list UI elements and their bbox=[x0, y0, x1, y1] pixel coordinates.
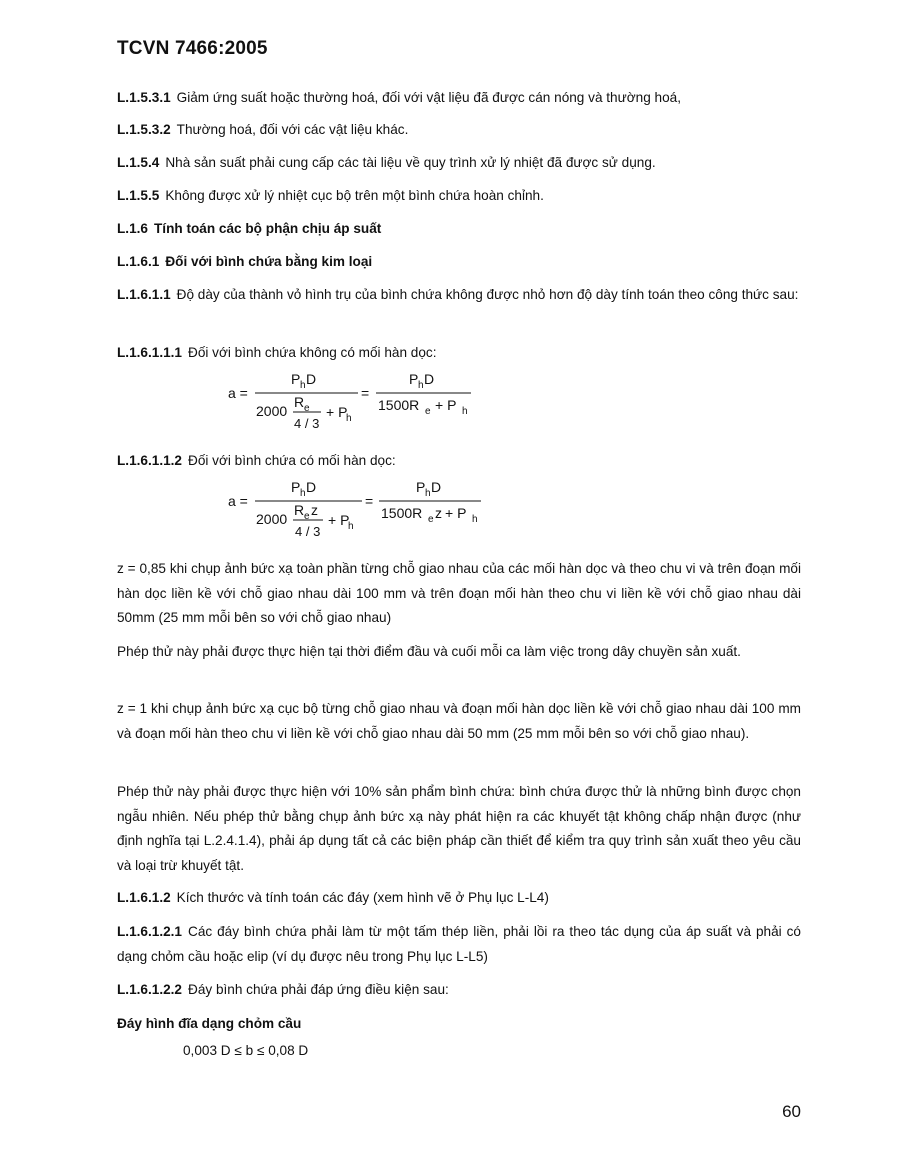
clause-number: L.1.6.1.1.2 bbox=[117, 453, 182, 468]
svg-text:P: P bbox=[416, 479, 426, 495]
clause-text: Giảm ứng suất hoặc thường hoá, đối với vật liệu đã được cán nóng và thường hoá, bbox=[176, 90, 681, 105]
svg-text:4 / 3: 4 / 3 bbox=[294, 416, 320, 431]
clause-number: L.1.5.5 bbox=[117, 188, 160, 203]
svg-text:a =: a = bbox=[228, 493, 248, 509]
svg-text:z: z bbox=[311, 502, 318, 518]
paragraph-l-1-5-4 bbox=[117, 151, 801, 176]
svg-text:+ P: + P bbox=[435, 397, 457, 413]
svg-text:h: h bbox=[300, 380, 306, 391]
heading-spherical-dish-head bbox=[117, 1012, 801, 1037]
svg-text:e: e bbox=[304, 403, 310, 414]
formula-with-longitudinal-weld bbox=[225, 472, 505, 544]
heading-l-1-6 bbox=[117, 217, 801, 242]
heading-l-1-6-1 bbox=[117, 250, 801, 275]
standard-title: TCVN 7466:2005 bbox=[117, 38, 268, 59]
clause-text: Đối với bình chứa không có mối hàn dọc: bbox=[188, 345, 437, 360]
clause-text: Đối với bình chứa bằng kim loại bbox=[165, 254, 373, 269]
clause-text: Độ dày của thành vỏ hình trụ của bình chứa không được nhỏ hơn độ dày tính toán theo công thức sau: bbox=[176, 287, 799, 302]
svg-text:D: D bbox=[431, 479, 442, 495]
paragraph-l-1-6-1-1-2 bbox=[117, 449, 801, 474]
svg-text:R: R bbox=[294, 502, 305, 518]
clause-number: L.1.6.1.2.2 bbox=[117, 982, 182, 997]
clause-text: Kích thước và tính toán các đáy (xem hình vẽ ở Phụ lục L-L4) bbox=[176, 890, 549, 905]
svg-text:z: z bbox=[435, 505, 442, 521]
paragraph-test-shift bbox=[117, 640, 801, 665]
clause-number: L.1.6.1 bbox=[117, 254, 160, 269]
paragraph-z-0-85 bbox=[117, 557, 801, 631]
clause-text: Thường hoá, đối với các vật liệu khác. bbox=[176, 122, 409, 137]
body-text: Phép thử này phải được thực hiện với 10% sản phẩm bình chứa: bình chứa được thử là những bình được chọn ngẫu nhiên. Nếu phép thử bằng chụp ảnh bức xạ này phát hiện ra các khuyết tật không chấp nhận được (như định nghĩa tại L.2.4.1.4), phải áp dụng tất cả các biện pháp cần thiết để kiểm tra quy trình sản xuất theo yêu cầu và loại trừ khuyết tật. bbox=[117, 784, 801, 873]
svg-text:+ P: + P bbox=[445, 505, 467, 521]
page-number: 60 bbox=[782, 1102, 801, 1121]
svg-text:h: h bbox=[300, 488, 306, 499]
svg-text:e: e bbox=[428, 514, 434, 525]
svg-text:1500R: 1500R bbox=[378, 397, 420, 413]
svg-text:2000: 2000 bbox=[256, 403, 288, 419]
clause-text: Đối với bình chứa có mối hàn dọc: bbox=[188, 453, 396, 468]
clause-text: Không được xử lý nhiệt cục bộ trên một bình chứa hoàn chỉnh. bbox=[165, 188, 544, 203]
svg-text:=: = bbox=[361, 385, 370, 401]
svg-text:D: D bbox=[424, 371, 435, 387]
paragraph-l-1-6-1-1 bbox=[117, 283, 801, 308]
svg-text:h: h bbox=[462, 406, 468, 417]
paragraph-l-1-6-1-2 bbox=[117, 886, 801, 911]
paragraph-l-1-5-3-1 bbox=[117, 86, 801, 111]
svg-text:D: D bbox=[306, 371, 317, 387]
clause-number: L.1.5.4 bbox=[117, 155, 160, 170]
heading-text: Đáy hình đĩa dạng chỏm cầu bbox=[117, 1016, 302, 1031]
paragraph-l-1-5-5 bbox=[117, 184, 801, 209]
body-text: z = 0,85 khi chụp ảnh bức xạ toàn phần từng chỗ giao nhau của các mối hàn dọc và theo chu vi và trên đoạn mối hàn dọc liền kề với chỗ giao nhau dài 100 mm và trên đoạn mối hàn theo chu vi liền kề với chỗ giao nhau dài 50mm (25 mm mỗi bên so với chỗ giao nhau) bbox=[117, 561, 801, 625]
clause-number: L.1.5.3.2 bbox=[117, 122, 171, 137]
svg-text:1500R: 1500R bbox=[381, 505, 423, 521]
svg-text:2000: 2000 bbox=[256, 511, 288, 527]
clause-number: L.1.6.1.2 bbox=[117, 890, 171, 905]
svg-text:h: h bbox=[418, 380, 424, 391]
body-text: Phép thử này phải được thực hiện tại thời điểm đầu và cuối mỗi ca làm việc trong dây chuyền sản xuất. bbox=[117, 644, 741, 659]
clause-number: L.1.5.3.1 bbox=[117, 90, 171, 105]
svg-text:D: D bbox=[306, 479, 317, 495]
paragraph-l-1-6-1-2-1 bbox=[117, 920, 801, 969]
body-text: z = 1 khi chụp ảnh bức xạ cục bộ từng chỗ giao nhau và đoạn mối hàn dọc liền kề với chỗ giao nhau dài 100 mm và đoạn mối hàn theo chu vi liền kề với chỗ giao nhau dài 50 mm (25 mm mỗi bên so với chỗ giao nhau). bbox=[117, 701, 801, 741]
svg-text:4 / 3: 4 / 3 bbox=[295, 524, 321, 539]
clause-text: Tính toán các bộ phận chịu áp suất bbox=[153, 221, 382, 236]
clause-number: L.1.6.1.1.1 bbox=[117, 345, 182, 360]
clause-text: Nhà sản suất phải cung cấp các tài liệu về quy trình xử lý nhiệt đã được sử dụng. bbox=[165, 155, 656, 170]
svg-text:h: h bbox=[425, 488, 431, 499]
clause-number: L.1.6 bbox=[117, 221, 148, 236]
svg-text:P: P bbox=[291, 479, 301, 495]
svg-text:=: = bbox=[365, 493, 374, 509]
svg-text:e: e bbox=[304, 511, 310, 522]
paragraph-l-1-5-3-2 bbox=[117, 118, 801, 143]
svg-text:h: h bbox=[348, 521, 354, 532]
inequality-condition: 0,003 D ≤ b ≤ 0,08 D bbox=[183, 1043, 309, 1058]
svg-text:R: R bbox=[294, 394, 305, 410]
paragraph-l-1-6-1-2-2 bbox=[117, 978, 801, 1003]
paragraph-z-1 bbox=[117, 697, 801, 746]
formula-no-longitudinal-weld bbox=[225, 364, 495, 436]
svg-text:+ P: + P bbox=[326, 404, 348, 420]
paragraph-test-10-percent bbox=[117, 780, 801, 878]
paragraph-l-1-6-1-1-1 bbox=[117, 341, 801, 366]
clause-text: Đáy bình chứa phải đáp ứng điều kiện sau: bbox=[188, 982, 449, 997]
svg-text:e: e bbox=[425, 406, 431, 417]
svg-text:P: P bbox=[409, 371, 419, 387]
clause-number: L.1.6.1.1 bbox=[117, 287, 171, 302]
svg-text:a =: a = bbox=[228, 385, 248, 401]
clause-number: L.1.6.1.2.1 bbox=[117, 924, 182, 939]
svg-text:+ P: + P bbox=[328, 512, 350, 528]
clause-text: Các đáy bình chứa phải làm từ một tấm thép liền, phải lồi ra theo tác dụng của áp suất và phải có dạng chỏm cầu hoặc elip (ví dụ được nêu trong Phụ lục L-L5) bbox=[117, 924, 801, 964]
svg-text:P: P bbox=[291, 371, 301, 387]
svg-text:h: h bbox=[346, 413, 352, 424]
svg-text:h: h bbox=[472, 514, 478, 525]
